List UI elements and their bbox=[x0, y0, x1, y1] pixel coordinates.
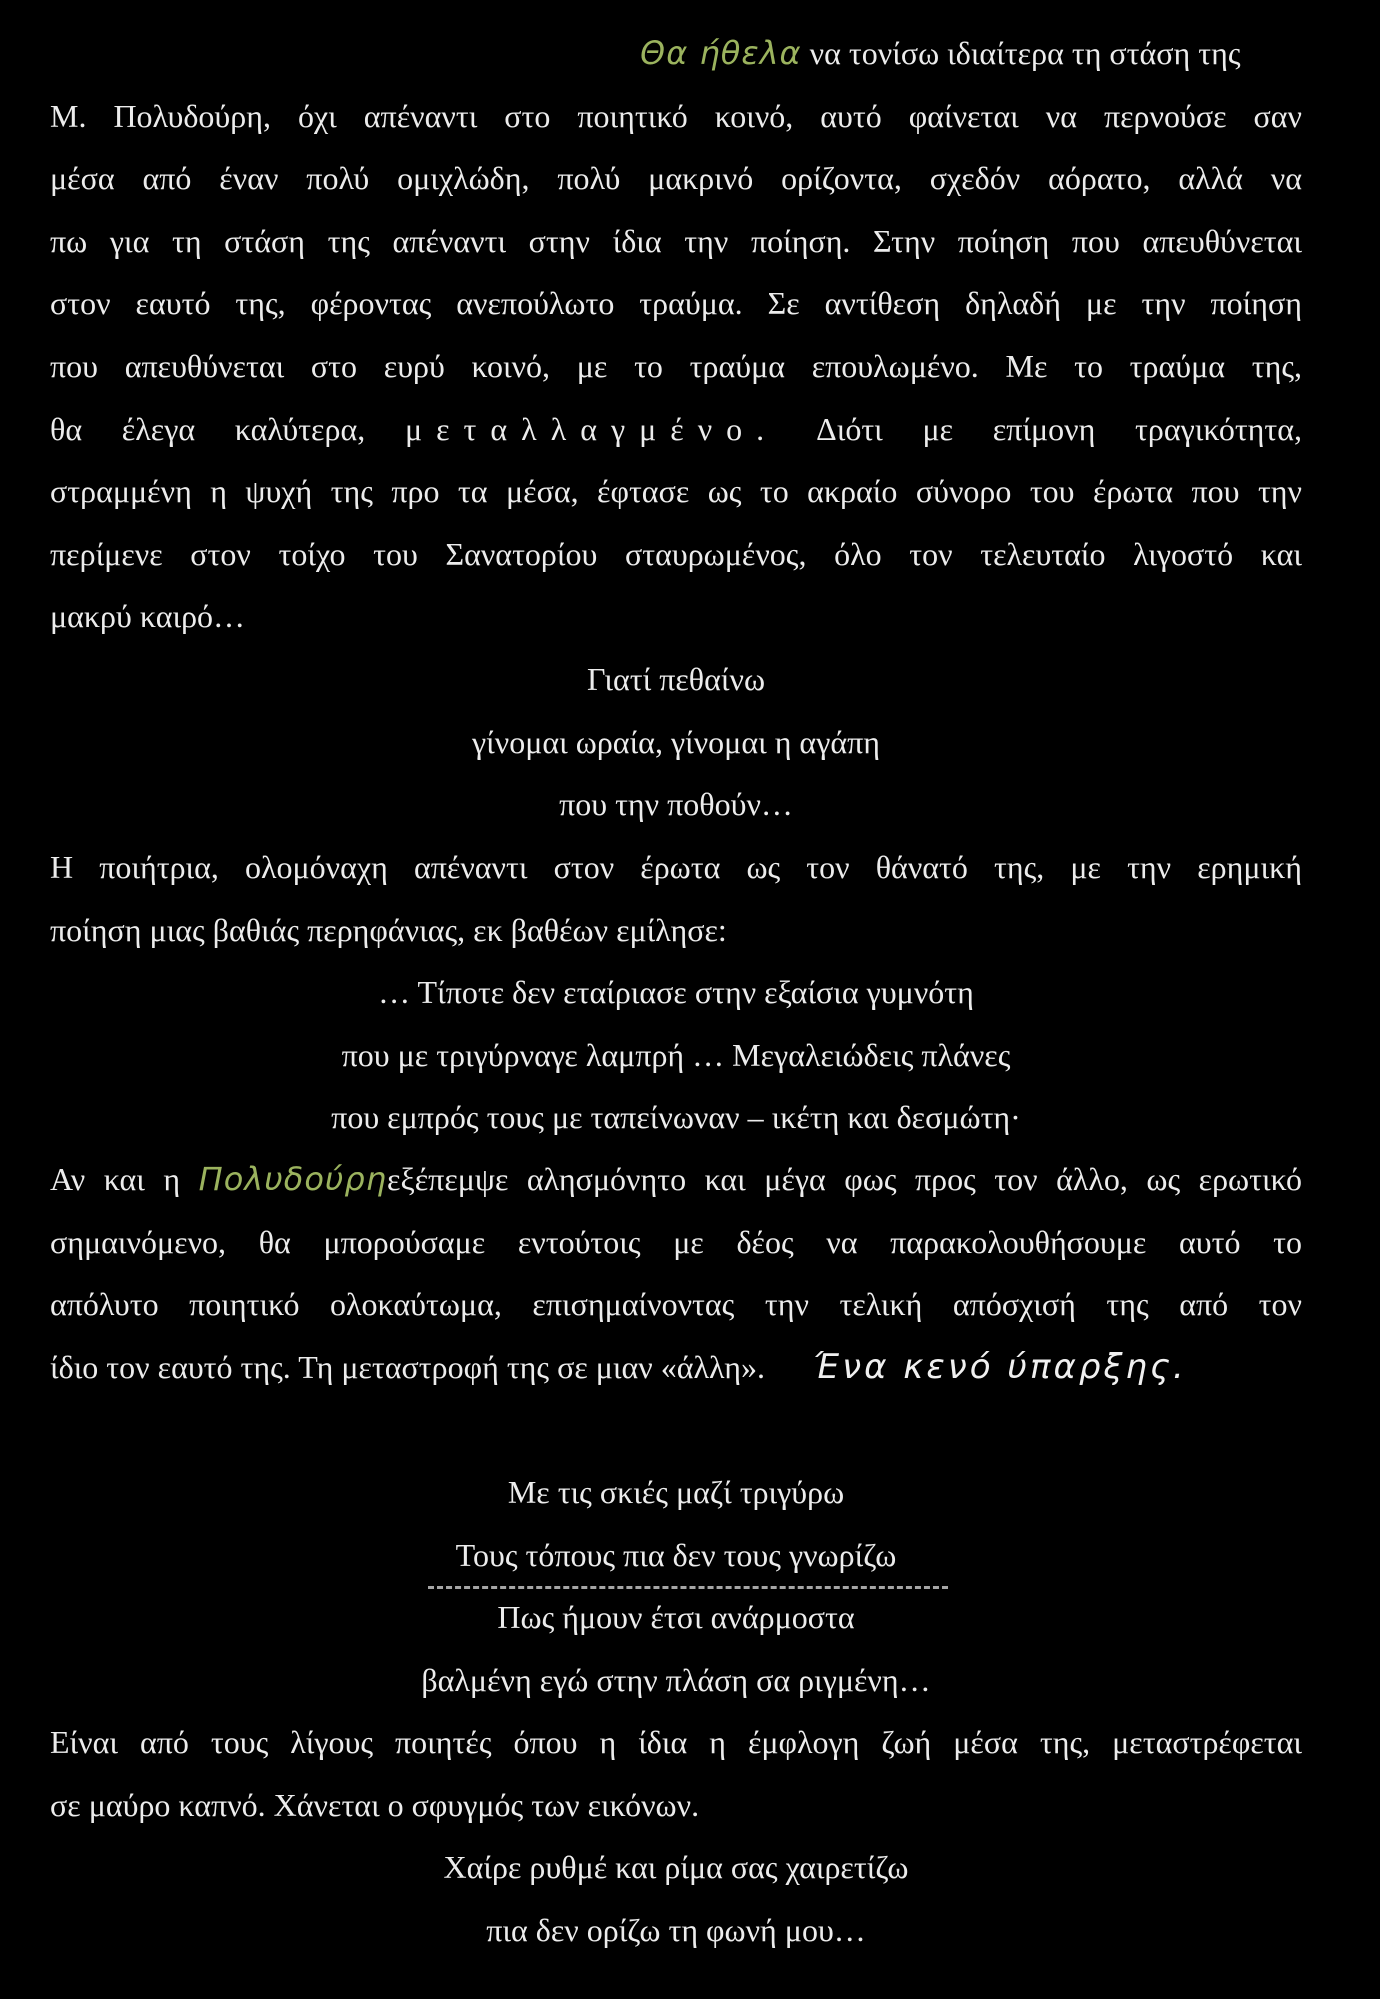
paragraph-1-line-2: Μ. Πολυδούρη, όχι απέναντι στο ποιητικό κοινό, αυτό φαίνεται να περνούσε σαν bbox=[50, 97, 1302, 134]
paragraph-3 bbox=[50, 1148, 1302, 1398]
paragraph-3-line-3: απόλυτο ποιητικό ολοκαύτωμα, επισημαίνοντας την τελική απόσχισή της από τον bbox=[50, 1286, 1302, 1323]
line-text: να τονίσω ιδιαίτερα τη στάση της bbox=[809, 35, 1241, 71]
verse-line: Με τις σκιές μαζί τριγύρω bbox=[507, 1474, 845, 1510]
paragraph-1-line-5: στον εαυτό της, φέροντας ανεπούλωτο τραύμα. Σε αντίθεση δηλαδή με την ποίηση bbox=[50, 285, 1302, 322]
verse-4 bbox=[50, 1836, 1302, 1961]
line-text-before: Αν και η bbox=[50, 1161, 181, 1197]
paragraph-2-line-2: ποίηση μιας βαθιάς περηφάνιας, εκ βαθέων εμίλησε: bbox=[50, 911, 727, 948]
handwritten-insertion: Θα ήθελα bbox=[640, 34, 802, 72]
verse-line: Τους τόπους πια δεν τους γνωρίζω bbox=[455, 1536, 897, 1573]
line-text-before: θα έλεγα καλύτερα, bbox=[50, 410, 366, 447]
paragraph-3-line-2: σημαινόμενο, θα μπορούσαμε εντούτοις με δέος να παρακολουθήσουμε αυτό το bbox=[50, 1223, 1302, 1260]
verse-2 bbox=[50, 961, 1302, 1149]
verse-line: που με τριγύρναγε λαμπρή … Μεγαλειώδεις πλάνες bbox=[341, 1036, 1011, 1073]
paragraph-1 bbox=[50, 22, 1302, 648]
verse-line: Πως ήμουν έτσι ανάρμοστα bbox=[497, 1599, 855, 1636]
verse-line: που εμπρός τους με ταπείνωναν – ικέτη και δεσμώτη· bbox=[331, 1099, 1021, 1136]
paragraph-4-line-1: Είναι από τους λίγους ποιητές όπου η ίδια η έμφλογη ζωή μέσα της, μεταστρέφεται bbox=[50, 1724, 1302, 1760]
handwritten-name: Πολυδούρη bbox=[198, 1160, 388, 1198]
paragraph-1-line-8: στραμμένη η ψυχή της προ τα μέσα, έφτασε ως το ακραίο σύνορο του έρωτα που την bbox=[50, 473, 1302, 510]
scan-dash-artifact bbox=[428, 1586, 948, 1593]
paragraph-2 bbox=[50, 836, 1302, 961]
paragraph-4-line-2: σε μαύρο καπνό. Χάνεται ο σφυγμός των εικόνων. bbox=[50, 1786, 700, 1823]
verse-line: γίνομαι ωραία, γίνομαι η αγάπη bbox=[472, 723, 880, 760]
verse-1 bbox=[50, 648, 1302, 836]
paragraph-2-line-1: Η ποιήτρια, ολομόναχη απέναντι στον έρωτα ως τον θάνατό της, με την ερημική bbox=[50, 849, 1302, 885]
line-text: ίδιο τον εαυτό της. Τη μεταστροφή της σε μιαν «άλλη». bbox=[50, 1348, 766, 1385]
line-text-after: εξέπεμψε αλησμόνητο και μέγα φως προς τον άλλο, ως ερωτικό bbox=[387, 1161, 1303, 1197]
paragraph-3-line-1 bbox=[50, 1148, 1302, 1211]
paragraph-1-line-6: που απευθύνεται στο ευρύ κοινό, με το τραύμα επουλωμένο. Με το τραύμα της, bbox=[50, 347, 1302, 384]
paragraph-1-line-3: μέσα από έναν πολύ ομιχλώδη, πολύ μακρινό ορίζοντα, σχεδόν αόρατο, αλλά να bbox=[50, 160, 1302, 197]
paragraph-1-line-1 bbox=[50, 22, 1302, 85]
paragraph-3-line-4 bbox=[50, 1336, 1302, 1399]
line-text-after: Διότι με επίμονη τραγικότητα, bbox=[816, 410, 1303, 447]
paragraph-1-line-9: περίμενε στον τοίχο του Σανατορίου σταυρωμένος, όλο τον τελευταίο λιγοστό και bbox=[50, 535, 1302, 572]
paragraph-1-line-7 bbox=[50, 398, 1302, 461]
paragraph-1-line-4: πω για τη στάση της απέναντι στην ίδια την ποίηση. Στην ποίηση που απευθύνεται bbox=[50, 222, 1302, 259]
verse-line: Χαίρε ρυθμέ και ρίμα σας χαιρετίζω bbox=[443, 1849, 909, 1885]
verse-line: που την ποθούν… bbox=[559, 786, 793, 823]
verse-line: πια δεν ορίζω τη φωνή μου… bbox=[486, 1911, 866, 1948]
verse-line: Γιατί πεθαίνω bbox=[586, 661, 766, 697]
paragraph-1-line-10: μακρύ καιρό… bbox=[50, 598, 246, 635]
verse-line: βαλμένη εγώ στην πλάση σα ριγμένη… bbox=[421, 1661, 931, 1698]
spaced-word: μεταλλαγμένο. bbox=[404, 410, 779, 447]
verse-line: … Τίποτε δεν εταίριασε στην εξαίσια γυμνότη bbox=[378, 974, 974, 1010]
handwritten-note: Ένα κενό ύπαρξης. bbox=[813, 1346, 1187, 1387]
paragraph-4 bbox=[50, 1711, 1302, 1836]
